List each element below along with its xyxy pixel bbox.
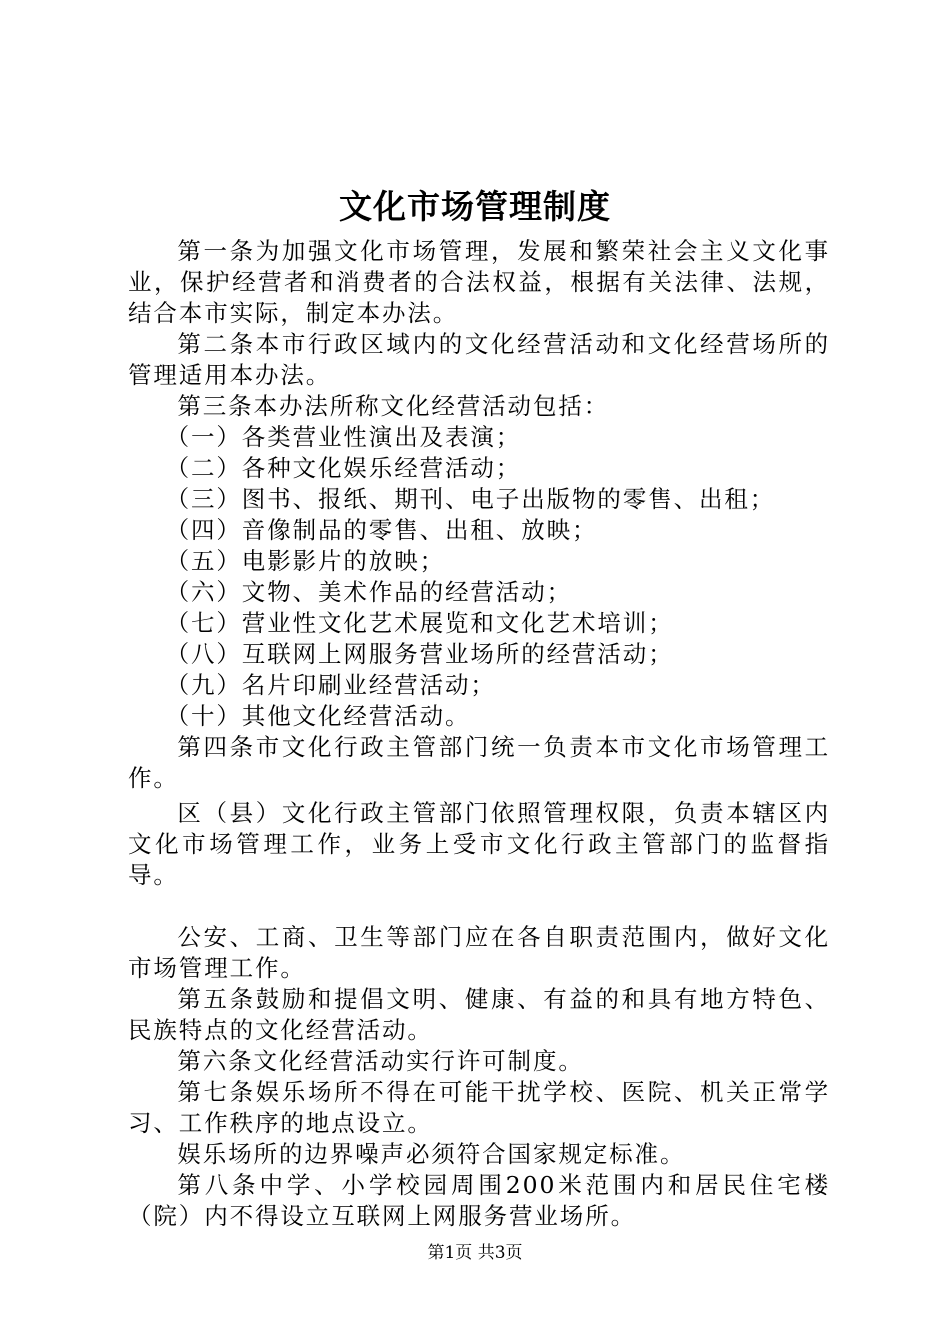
document-title: 文化市场管理制度 (339, 187, 611, 226)
list-item-8: （八）互联网上网服务营业场所的经营活动； (165, 640, 674, 668)
paragraph-article-1: 第一条为加强文化市场管理，发展和繁荣社会主义文化事业，保护经营者和消费者的合法权益，根据有关法律、法规，结合本市实际，制定本办法。 (128, 237, 830, 327)
paragraph-article-6: 第六条文化经营活动实行许可制度。 (177, 1047, 584, 1075)
list-item-10: （十）其他文化经营活动。 (165, 702, 471, 730)
paragraph-other-departments: 公安、工商、卫生等部门应在各自职责范围内，做好文化市场管理工作。 (128, 923, 830, 982)
paragraph-district-duties: 区（县）文化行政主管部门依照管理权限，负责本辖区内文化市场管理工作，业务上受市文化行政主管部门的监督指导。 (128, 799, 830, 889)
paragraph-article-8: 第八条中学、小学校园周围200米范围内和居民住宅楼（院）内不得设立互联网上网服务营业场所。 (128, 1171, 830, 1230)
document-body (128, 236, 830, 1232)
list-item-2: （二）各种文化娱乐经营活动； (165, 454, 522, 482)
list-item-9: （九）名片印刷业经营活动； (165, 671, 496, 699)
paragraph-article-5: 第五条鼓励和提倡文明、健康、有益的和具有地方特色、民族特点的文化经营活动。 (128, 985, 830, 1044)
list-item-5: （五）电影影片的放映； (165, 547, 445, 575)
paragraph-article-7: 第七条娱乐场所不得在可能干扰学校、医院、机关正常学习、工作秩序的地点设立。 (128, 1078, 830, 1137)
paragraph-article-3: 第三条本办法所称文化经营活动包括： (177, 392, 610, 420)
list-item-1: （一）各类营业性演出及表演； (165, 423, 522, 451)
list-item-3: （三）图书、报纸、期刊、电子出版物的零售、出租； (165, 485, 776, 513)
page-number-footer: 第1页 共3页 (427, 1243, 523, 1263)
list-item-6: （六）文物、美术作品的经营活动； (165, 578, 572, 606)
paragraph-article-2: 第二条本市行政区域内的文化经营活动和文化经营场所的管理适用本办法。 (128, 330, 830, 389)
paragraph-noise-standard: 娱乐场所的边界噪声必须符合国家规定标准。 (177, 1140, 686, 1168)
paragraph-article-4: 第四条市文化行政主管部门统一负责本市文化市场管理工作。 (128, 733, 830, 792)
list-item-4: （四）音像制品的零售、出租、放映； (165, 516, 598, 544)
list-item-7: （七）营业性文化艺术展览和文化艺术培训； (165, 609, 674, 637)
